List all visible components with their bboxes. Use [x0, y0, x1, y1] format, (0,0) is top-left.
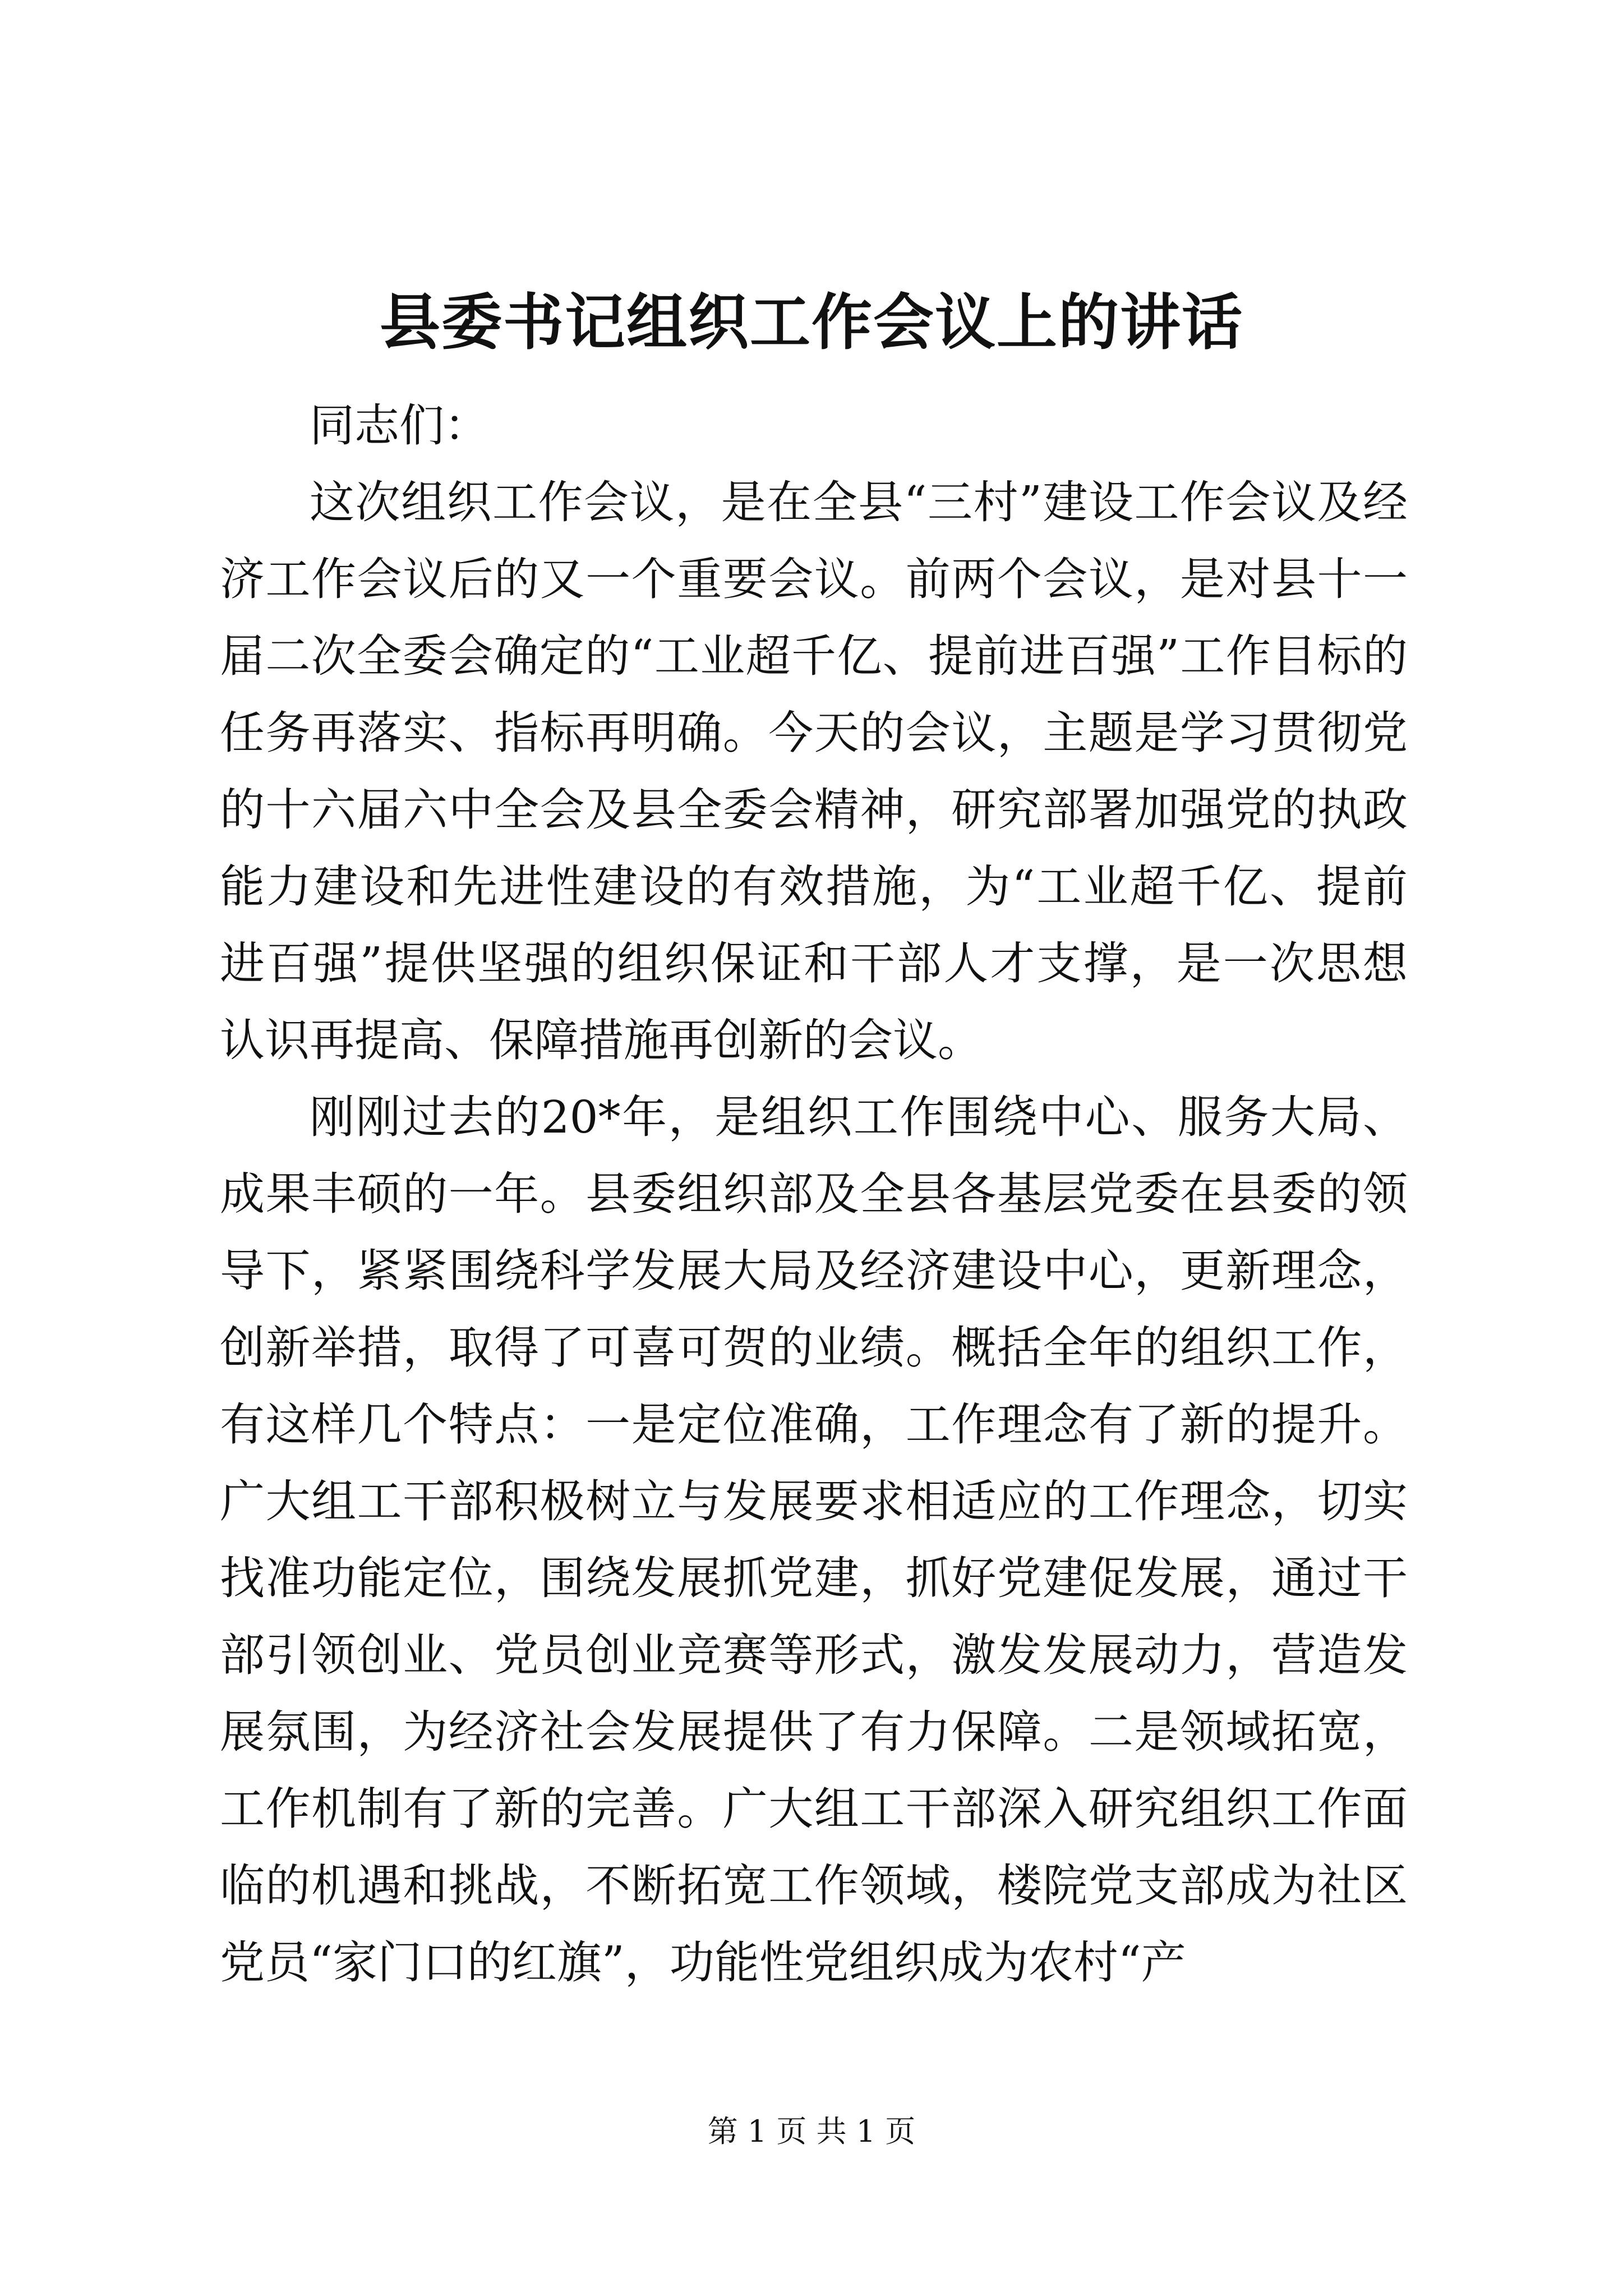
paragraph-2: 刚刚过去的20*年，是组织工作围绕中心、服务大局、成果丰硕的一年。县委组织部及全县各基层党委在县委的领导下，紧紧围绕科学发展大局及经济建设中心，更新理念，创新举措，取得了可喜可贺的业绩。概括全年的组织工作，有这样几个特点：一是定位准确，工作理念有了新的提升。广大组工干部积极树立与发展要求相适应的工作理念，切实找准功能定位，围绕发展抓党建，抓好党建促发展，通过干部引领创业、党员创业竞赛等形式，激发发展动力，营造发展氛围，为经济社会发展提供了有力保障。二是领域拓宽，工作机制有了新的完善。广大组工干部深入研究组织工作面临的机遇和挑战，不断拓宽工作领域，楼院党支部成为社区党员“家门口的红旗”，功能性党组织成为农村“产	[220, 1091, 1408, 1989]
page-footer: 第 1 页 共 1 页	[707, 2114, 916, 2149]
document-title: 县委书记组织工作会议上的讲话	[379, 287, 1243, 358]
paragraph-1: 这次组织工作会议，是在全县“三村”建设工作会议及经济工作会议后的又一个重要会议。前两个会议，是对县十一届二次全委会确定的“工业超千亿、提前进百强”工作目标的任务再落实、指标再明确。今天的会议，主题是学习贯彻党的十六届六中全会及县全委会精神，研究部署加强党的执政能力建设和先进性建设的有效措施，为“工业超千亿、提前进百强”提供坚强的组织保证和干部人才支撑，是一次思想认识再提高、保障措施再创新的会议。	[220, 476, 1408, 1066]
salutation: 同志们：	[310, 399, 489, 452]
document-body	[220, 387, 1408, 2001]
